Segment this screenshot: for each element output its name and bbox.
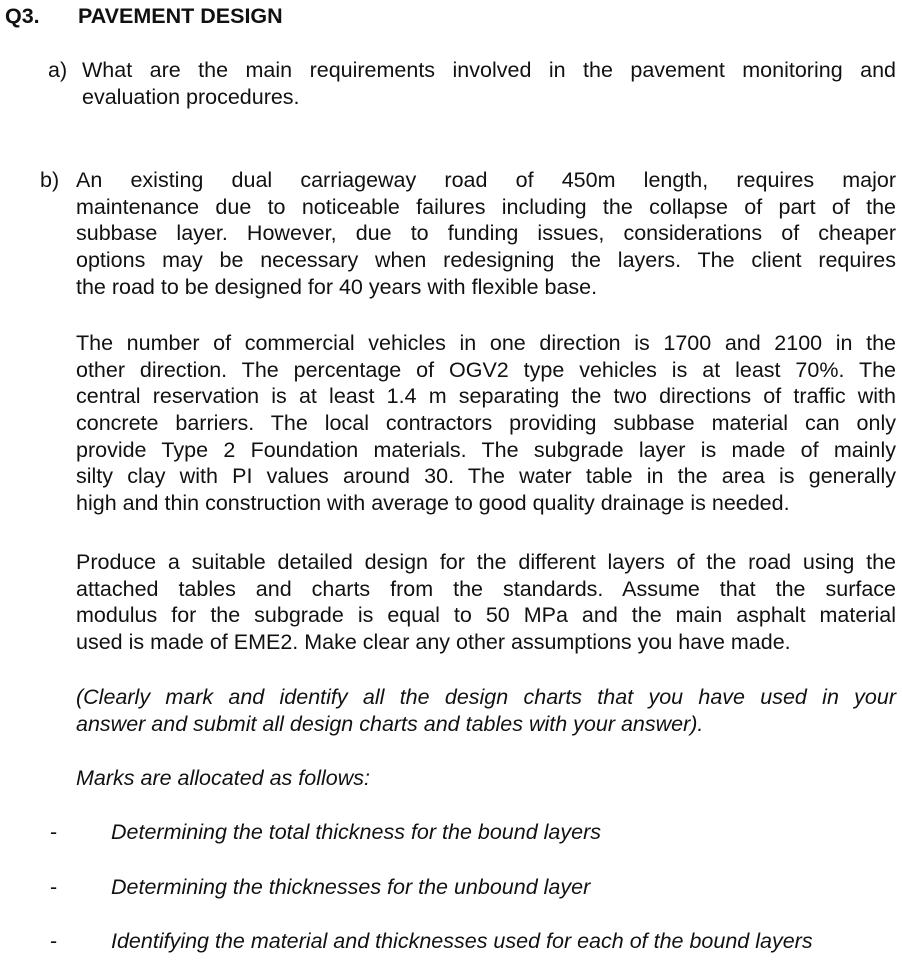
part-b-paragraph-3 xyxy=(76,549,896,656)
marks-heading: Marks are allocated as follows: xyxy=(76,766,370,790)
question-title: PAVEMENT DESIGN xyxy=(78,4,283,28)
text-line: answer and submit all design charts and tables with your answer). xyxy=(76,711,704,736)
text-line: central reservation is at least 1.4 m separating the two directions of traffic with xyxy=(76,384,896,409)
mark-item: Determining the total thickness for the bound layers xyxy=(111,820,601,844)
part-a-marker: a) xyxy=(48,58,68,82)
text-line: evaluation procedures. xyxy=(82,84,300,109)
text-line: high and thin construction with average to good quality drainage is needed. xyxy=(76,491,790,516)
text-line: concrete barriers. The local contractors providing subbase material can only xyxy=(76,411,896,436)
text-line: the road to be designed for 40 years with flexible base. xyxy=(76,274,598,299)
text-line: (Clearly mark and identify all the design charts that you have used in your xyxy=(76,685,896,709)
part-b-paragraph-1 xyxy=(76,167,896,300)
mark-item: Determining the thicknesses for the unbound layer xyxy=(111,875,591,899)
text-line: subbase layer. However, due to funding issues, considerations of cheaper xyxy=(76,221,896,246)
text-line: options may be necessary when redesigning the layers. The client requires xyxy=(76,248,896,273)
question-number: Q3. xyxy=(5,4,40,28)
part-a-text xyxy=(82,57,896,110)
text-line: An existing dual carriageway road of 450m length, requires major xyxy=(76,168,896,192)
text-line: provide Type 2 Foundation materials. The subgrade layer is made of mainly xyxy=(76,437,896,462)
bullet-dash: - xyxy=(50,929,58,953)
text-line: other direction. The percentage of OGV2 type vehicles is at least 70%. The xyxy=(76,357,896,382)
text-line: The number of commercial vehicles in one direction is 1700 and 2100 in the xyxy=(76,331,896,355)
text-line: modulus for the subgrade is equal to 50 MPa and the main asphalt material xyxy=(76,603,896,628)
bullet-dash: - xyxy=(50,875,58,899)
bullet-dash: - xyxy=(50,820,58,844)
mark-item: Identifying the material and thicknesses used for each of the bound layers xyxy=(111,929,813,953)
text-line: maintenance due to noticeable failures including the collapse of part of the xyxy=(76,194,896,219)
text-line: attached tables and charts from the standards. Assume that the surface xyxy=(76,576,896,601)
text-line: Produce a suitable detailed design for the different layers of the road using the xyxy=(76,550,896,574)
part-b-paragraph-2 xyxy=(76,330,896,517)
text-line: used is made of EME2. Make clear any other assumptions you have made. xyxy=(76,630,791,655)
part-b-marker: b) xyxy=(40,168,60,192)
part-b-instructions xyxy=(76,684,896,737)
text-line: silty clay with PI values around 30. The water table in the area is generally xyxy=(76,464,896,489)
text-line: What are the main requirements involved in the pavement monitoring and xyxy=(82,58,896,82)
